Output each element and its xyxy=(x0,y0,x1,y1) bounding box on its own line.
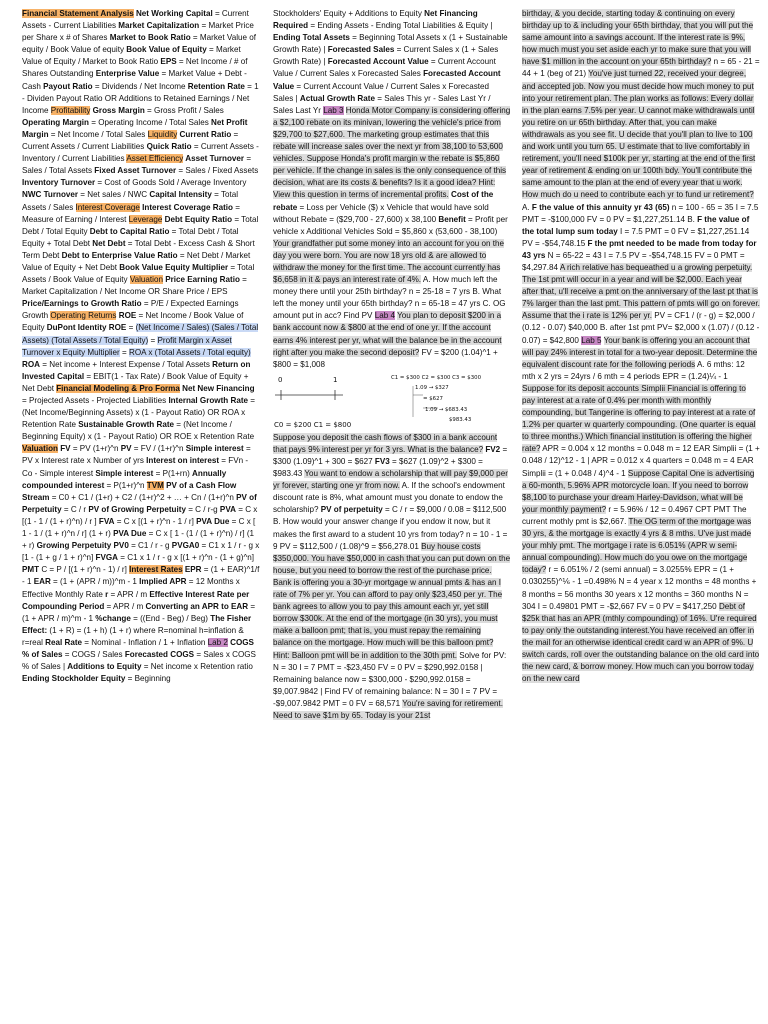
term-label: DuPont Identity ROE xyxy=(46,323,127,333)
body-text: = Current Assets - Current Liabilities xyxy=(22,9,249,31)
body-text: = (1 + (APR / m))^m - 1 xyxy=(50,577,140,587)
term-label: PVGA0 xyxy=(171,541,200,551)
term-label: Ending Total Assets xyxy=(273,33,350,43)
term-label: Growing Perpetuity PV0 xyxy=(36,541,129,551)
section-heading: TVM xyxy=(146,480,164,490)
body-text: = (1 + EAR)^1/f - 1 xyxy=(22,565,260,587)
term-label: PV of Growing Perpetuity xyxy=(88,504,186,514)
section-heading: Liquidity xyxy=(147,129,178,139)
timeline-figure xyxy=(273,373,511,431)
problem-text: The OG term of the mortgage was 30 yrs, & the mortgage is exactly 4 yrs & 8 mths. U've just made your mhly pmt. The mortgage i rate is 6.051% (APR w semi-annual compounding). How much do you owe on the mortgage today? xyxy=(522,516,752,575)
body-text: = Loss per Vehicle ($) x Vehicle that would have sold without Rebate = ($29,700 - 27,600) x 38,100 xyxy=(273,202,489,224)
term-label: PV of a Cash Flow Stream xyxy=(22,480,237,502)
body-text: APR = 0.004 x 12 months = 0.048 m = 12 EAR Simplii = (1 + 0.048 / 12)^12 - 1 | APR = 0.012 x 4 quarters = 0.048 m = 4 EAR Simplii = (1 + 0.048 / 4)^4 - 1 xyxy=(522,444,760,478)
section-heading: Interest Coverage xyxy=(75,202,140,212)
body-text: = $300 (1.09)^1 + 300 = $627 xyxy=(273,444,508,466)
body-text: = Beginning Total Assets x (1 + Sustainable Growth Rate) | xyxy=(273,33,508,55)
section-heading: Valuation xyxy=(22,444,58,454)
column-text xyxy=(273,433,510,720)
term-label: NWC Turnover xyxy=(22,190,79,200)
problem-text: Suppose you deposit the cash flows of $300 in a bank account that pays 9% interest per yr for 3 yrs. What is the balance? xyxy=(273,432,498,454)
term-label: FVA xyxy=(98,516,115,526)
section-heading: Financial Statement Analysis xyxy=(22,9,134,18)
section-heading: Valuation xyxy=(129,275,163,285)
body-text: = Current Assets - Inventory / Current Liabilities xyxy=(22,142,259,164)
term-label: Converting an APR to EAR xyxy=(145,601,249,611)
term-label: Ending Stockholder Equity xyxy=(22,674,126,684)
column-text xyxy=(22,9,259,683)
body-text: = FV / (1+r)^n xyxy=(131,444,186,454)
calc-cashflows-label: C1 = $300 C2 = $300 C3 = $300 xyxy=(391,374,481,381)
body-text: = Total Debt / Total Equity xyxy=(22,214,259,236)
body-text: = Net income + Interest Expense / Total Assets xyxy=(40,359,213,369)
body-text: = 12 Months x Effective Monthly Rate xyxy=(22,577,240,599)
body-text: = Sales This yr - Sales Last Yr / Sales Last Yr xyxy=(273,93,491,115)
body-text: C = P / [(1 + r)^n - 1) / r] xyxy=(39,565,130,575)
lab-label: Lab 4 xyxy=(374,311,395,321)
body-text: A. xyxy=(522,202,532,212)
section-heading: Operating Returns xyxy=(50,311,117,321)
body-text: = Net Income / Total Sales xyxy=(48,129,148,139)
body-text: = C / r-g xyxy=(185,504,220,514)
term-label: Real Rate xyxy=(45,637,83,647)
body-text: = xyxy=(119,347,129,357)
body-text: n = 100 - 65 = 35 I = 7.5 PMT = -$100,000 FV = 0 PV = $1,227,251.14 B. xyxy=(522,202,759,224)
term-label: Implied APR xyxy=(139,577,187,587)
term-label: Asset Turnover xyxy=(183,154,245,164)
term-label: Sustainable Growth Rate xyxy=(78,420,175,430)
body-text: n = 65 - 21 = 44 + 1 (beg of 21) xyxy=(522,57,760,79)
term-label: r xyxy=(105,589,109,599)
term-label: F the pmt needed to be made from today for 43 yrs xyxy=(522,238,757,260)
body-text: r = 6.051% / 2 (semi annual) = 3.0255% EPR = (1 + 0.030255)^⅙ - 1 =0.498% N = 4 year x 12 months = 48 months + 8 months = 56 months 30 years x 12 months = 360 months N = 304 I = 0.49801 PMT = -$2,667 FV = 0 PV = $417,250 xyxy=(522,565,757,611)
body-text: FV = $200 (1.04)^1 + $800 = $1,008 xyxy=(273,347,498,369)
body-text: = Beginning xyxy=(125,674,171,684)
term-label: The Fisher Effect: xyxy=(22,613,252,635)
term-label: PVA xyxy=(219,504,236,514)
term-label: Price/Earnings to Growth Ratio xyxy=(22,299,142,309)
body-text: = Net Income / # of Shares Outstanding xyxy=(22,57,248,79)
term-label: Retention Rate xyxy=(187,81,245,91)
term-label: Forecasted Account Value xyxy=(273,69,501,91)
body-text: PV = CF1 / (r - g) = $2,000 / (0.12 - 0.07) $40,000 B. after 1st pmt PV= $2,000 x (1.07) / (0.12 - 0.07) = $42,800 xyxy=(522,311,760,345)
body-text: = Cost of Goods Sold / Average Inventory xyxy=(95,178,247,188)
body-text: = Total Debt - Excess Cash & Short Term Debt xyxy=(22,238,255,260)
term-label: Book Value Equity Multiplier xyxy=(119,262,229,272)
term-label: Benefit xyxy=(438,214,466,224)
body-text: = APR / m xyxy=(108,589,150,599)
term-label: Cost of the rebate xyxy=(273,190,494,212)
problem-text: You're saving for retirement. Need to save $1m by 65. Today is your 21st xyxy=(273,698,503,720)
body-text: = (Net Income / Beginning Equity) x (1 - Payout Ratio) OR ROE x Retention Rate xyxy=(22,420,255,442)
lab-label: Lab 5 xyxy=(581,335,602,345)
body-text: A. If the school's endowment discount rate is 8%, what amount must you donate to endow the scholarship? xyxy=(273,481,505,515)
body-text: = Profit per vehicle x Additional Vehicles Sold = $5,860 x (53,600 - 38,100) xyxy=(273,214,508,236)
term-label: Annually compounded interest xyxy=(22,468,227,490)
body-text: = ((End - Beg) / Beg) xyxy=(130,613,211,623)
term-label: PMT xyxy=(22,565,40,575)
body-text: = C1 x 1 / r - g x [1 - (1 + g / 1 + r)^n] xyxy=(22,541,260,563)
body-text: r = 5.96% / 12 = 0.4967 CPT PMT The current mothly pmt is $2,667. xyxy=(522,504,747,526)
body-text: A. How much left the money there until your 25th birthday? n = 25-18 = 7 yrs B. What left the money until your 65th birthday? n = 65-18 = 47 yrs C. OG amount put in acc? Find PV xyxy=(273,275,506,321)
column-problems xyxy=(522,8,760,1020)
section-heading: Asset Efficiency xyxy=(126,154,184,164)
problem-text: Buy house costs $350,000. You have $50,000 in cash that you can put down on the house, but you need to borrow the rest of the purchase price. Bank is offering you a 30-yr mortgage w annual pmts & has an I rate of 7% per yr. You can afford to pay only $23,450 per yr. The bank agrees to allow you to pay this amount each yr, yet still borrow $300k. At the end of the mortgage (in 30 yrs), you must make a balloon pmt; that is, you must repay the remaining balance on the mortgage. How much will be this balloon pmt? Hint: Balloon pmt will be in addition to the 30th pmt. xyxy=(273,541,511,660)
term-label: Debt Equity Ratio xyxy=(162,214,233,224)
term-label: EPS xyxy=(160,57,177,67)
calc-step-1: 1.09 → $327 xyxy=(415,384,449,391)
term-label: COGS % of Sales xyxy=(22,637,254,659)
body-text: = Market Value + Debt - Cash xyxy=(22,69,247,91)
calc-step-3: 1.09 → $683.43 xyxy=(425,406,468,413)
term-label: PVA Due xyxy=(196,516,230,526)
term-label: Market Capitalization xyxy=(118,21,200,31)
body-text: = C / r = $9,000 / 0.08 = $112,500 B. How would your answer change if you endow it now, but it makes the first award to a student 10 yrs from today? n = 10 - 1 = 9 PV = $112,500 / (1.08)^9 = $56,278.01 xyxy=(273,505,508,551)
body-text: = Current Assets / Current Liabilities xyxy=(22,129,239,152)
term-label: Gross Margin xyxy=(90,105,145,115)
body-text: A. 6 mths: 12 mth x 2 yrs = 24yrs / 6 mth = 4 periods EPR = (1.24)¼ - 1 xyxy=(522,359,745,381)
body-text: I = 7.5 PMT = 0 FV = $1,227,251.14 PV = -$54,748.15 xyxy=(522,226,750,248)
term-label: %change xyxy=(95,613,131,623)
problem-text: Honda Motor Company is considering offering a $2,100 rebate on its minivan, lowering the vehicle's price from $29,700 to $27,600. The marketing group estimates that this rebate will increase sales over the next yr from 38,100 to 53,600 vehicles. Suppose Honda's profit margin w the rebate is $5,860 per vehicle. If the change in sales is the only consequence of this decision, what are its costs & benefits? Is it a good idea? Hint: View this question in terms of incremental profits. xyxy=(273,105,511,200)
body-text: = (1 + APR / m)^m - 1 xyxy=(22,601,256,623)
section-heading: Leverage xyxy=(128,214,163,224)
problem-text: You plan to deposit $200 in a bank account now & $800 at the end of one yr. If the account earns 4% interest per yr, what will the balance be in the account right after you make the second deposit? xyxy=(273,311,502,357)
term-label: Interest on interest xyxy=(146,456,220,466)
body-text: = Projected Assets - Projected Liabilities xyxy=(22,396,169,405)
formula-highlight: (Net Income / Sales) (Sales / Total Assets) (Total Assets / Total Equity) xyxy=(22,323,259,345)
body-text: = Net sales / NWC xyxy=(78,190,150,200)
body-text: = C x [ 1 - (1 / (1 + r)^n) / r] (1 + r) xyxy=(22,529,255,551)
body-text: = Net Income / Book Value of Equity xyxy=(22,311,244,333)
body-text: = EBIT(1 - Tax Rate) / Book Value of Equity + Net Debt xyxy=(22,371,249,393)
timeline-label-1: 1 xyxy=(333,375,338,384)
problem-text: Your grandfather put some money into an account for you on the day you were born. You are now 18 yrs old & are allowed to withdraw the money for the first time. The account currently has $6,658 in it & pays an interest rate of 4%. xyxy=(273,238,504,285)
column-text xyxy=(273,9,510,369)
body-text: (1 + R) = (1 + h) (1 + r) where R=nominal h=inflation & r=real xyxy=(22,625,244,647)
body-text: = xyxy=(126,323,136,333)
term-label: Simple interest xyxy=(185,444,244,454)
term-label: FV xyxy=(57,444,71,454)
problem-text: Suppose for its deposit accounts Simplii Financial is offering to pay interest at a rate of 0.4% per month with monthly compounding, but Tangerine is offering to pay interest at a rate of 1.2% per quarter w quarterly compounding. (One quarter is equal to three months.) Which financial institution is offering the higher rate? xyxy=(522,383,756,454)
term-label: Net Financing Required xyxy=(273,9,478,31)
term-label: F the value of the total lump sum today xyxy=(522,214,750,236)
term-label: Net New Financing xyxy=(179,383,255,393)
term-label: Return on Invested Capital xyxy=(22,359,251,381)
term-label: Forecasted Sales xyxy=(327,45,395,55)
term-label: EPR xyxy=(182,565,202,575)
term-label: Debt to Capital Ratio xyxy=(89,226,170,236)
term-label: FVGA xyxy=(95,553,119,563)
body-text: = P/E / Expected Earnings Growth xyxy=(22,299,239,321)
term-label: ROA xyxy=(22,359,40,369)
term-label: Payout Ratio xyxy=(43,81,93,91)
body-text: = 1 - Dividen Payout Ratio OR Additions to Retained Earnings / Net Income xyxy=(22,81,259,115)
term-label: Forecasted Account Value xyxy=(327,57,429,67)
problem-text: You want to endow a scholarship that will pay $9,000 per yr forever, starting one yr from now. xyxy=(273,469,508,491)
body-text: = Market Value of Equity / Market to Book Ratio xyxy=(22,45,241,67)
term-label: Simple interest xyxy=(95,468,154,478)
body-text: = Net income x Retention ratio xyxy=(141,662,253,672)
body-text: = C0 + C1 / (1+r) + C2 / (1+r)^2 + … + Cn / (1+r)^n xyxy=(49,492,237,502)
body-text: = (Net Income/Beginning Assets) x (1 - Payout Ratio) OR ROA x Retention Rate xyxy=(22,396,256,430)
section-heading: Profitability xyxy=(50,105,91,115)
body-text: = C x [ 1 - 1 / (1 + r)^n / r] (1 + r) xyxy=(22,516,256,539)
body-text: = P(1+r)^n xyxy=(104,480,147,490)
term-label: EAR xyxy=(33,577,51,587)
timeline-cashflows-label: C0 = $200 C1 = $800 xyxy=(274,420,352,429)
body-text: = COGS / Sales xyxy=(62,649,125,659)
term-label: Quick Ratio xyxy=(146,142,192,152)
column-text xyxy=(522,9,760,683)
term-label: Book Value of Equity xyxy=(126,45,207,55)
body-text: = Operating Income / Total Sales xyxy=(89,117,212,127)
term-label: Fixed Asset Turnover xyxy=(94,166,177,176)
term-label: Interest Coverage Ratio xyxy=(139,202,233,212)
body-text: = Measure of Earning / Interest xyxy=(22,202,240,224)
body-text: = Ending Assets - Ending Total Liabilities & Equity | xyxy=(308,21,493,31)
term-label: Actual Growth Rate xyxy=(299,93,375,103)
term-label: Inventory Turnover xyxy=(22,178,96,188)
body-text: = xyxy=(148,335,158,345)
problem-text: A rich relative has bequeathed u a growing perpetuity. The 1st pmt will occur in a year and will be $2,000. Each year after that, u'll receive a pmt on the anniversary of the last pt that is 7% larger than the last pmt. This pattern of pmts will go on forever. Assume that the i rate is 12% per yr. xyxy=(522,262,760,321)
body-text: = Current Account Value / Current Sales x Forecasted Sales | xyxy=(273,81,490,103)
calc-result: $983.43 xyxy=(449,416,472,423)
term-label: PV of perpetuity xyxy=(320,505,383,515)
body-text: = P(1+rn) xyxy=(153,468,193,478)
term-label: Price Earning Ratio xyxy=(162,275,240,285)
section-heading: Financial Modeling & Pro Forma xyxy=(56,383,180,393)
formula-highlight: Profit Margin x Asset Turnover x Equity Multiplier xyxy=(22,335,232,357)
term-label: ROE xyxy=(116,311,137,321)
body-text: = Sales x COGS % of Sales | xyxy=(22,649,256,672)
problem-text: Debt of $25k that has an APR (mthly compounding) of 16%. U're required to pay only the outstanding interest.You have received an offer in the mail for an otherwise identical credit card w an APR of 9%. U switch cards, roll over the outstanding balance on the old card into the new card, & borrow money. How much can you borrow today on the new card xyxy=(522,601,760,684)
calc-step-2: = $627 xyxy=(423,395,443,402)
term-label: Net Profit Margin xyxy=(22,117,248,139)
body-text: = Market Price per Share x # of Shares xyxy=(22,21,254,43)
problem-text: birthday, & you decide, starting today & continuing on every birthday up to & including your 65th birthday, that you will put the same amount into a savings account. If the interest rate is 9%, how much must you set aside each yr to make sure that you will have $1 million in the account on your 65th birthday? xyxy=(522,9,754,67)
term-label: Net Working Capital xyxy=(133,9,213,18)
body-text: = Current Sales x (1 + Sales Growth Rate) | xyxy=(273,45,499,67)
body-text: = Total Assets / Sales xyxy=(22,190,239,212)
body-text: = FVn - Co - Simple interest xyxy=(22,456,249,478)
body-text: = Market Value of equity / Book Value of equity xyxy=(22,33,256,55)
term-label: FV3 xyxy=(374,457,390,466)
term-label: Capital Intensity xyxy=(149,190,212,200)
body-text: = Gross Profit / Sales xyxy=(144,105,224,115)
problem-text: Suppose Capital One is advertising a 60-month, 5.96% APR motorcycle loan. If you need to borrow $8,100 to purchase your dream Harley-Davidson, what will be your monthly payment? xyxy=(522,468,755,514)
body-text: = Market Capitalization / Net Income OR Share Price / EPS xyxy=(22,275,247,297)
term-label: FV2 xyxy=(485,444,501,454)
body-text: = PV (1+r)^n xyxy=(70,444,121,454)
body-text: = PV x Interest rate x Number of yrs xyxy=(22,444,251,466)
term-label: Net Debt xyxy=(92,238,126,248)
term-label: Internal Growth Rate xyxy=(168,396,249,405)
body-text: = C1 / r - g xyxy=(128,541,172,551)
body-text: = C x [(1 + r)^n - 1 / r] xyxy=(114,516,197,526)
term-label: F the value of this annuity yr 43 (65) xyxy=(531,202,670,212)
lab-label: Lab 3 xyxy=(323,105,344,115)
body-text: = Net Debt / Market Value of Equity + Net Debt xyxy=(22,250,251,272)
body-text: = C1 x 1 / r - g x [(1 + r)^n - (1 + g)^n] xyxy=(118,553,255,563)
lab-label: Lab 2 xyxy=(207,637,228,647)
column-labs xyxy=(273,8,511,1020)
problem-text: You've just turned 22, received your degree, and accepted job. Now you must decide how much money to put into your retirement plan. The plan works as follows: Every dollar in the plan earns 7.5% per year. U cannot make withdrawals until you retire on ur 65th birthday. After that, you can make withdrawals as you see fit. U decide that you'll plan to live to 100 and work until you turn 65. U estimate that to live comfortably in retirement, you'll need $100k per yr, starting at the end of the first year of retirement & ending on ur 100th bdy. You'll contribute the same amount to the plan at the end of every year that u work. How much do u need to contribute each yr to fund ur retirement? xyxy=(522,69,756,200)
formula-highlight: ROA x (Total Assets / Total equity) xyxy=(129,347,251,357)
term-label: Effective Interest Rate per Compounding Period xyxy=(22,589,250,611)
term-label: PVA Due xyxy=(113,529,147,539)
body-text: = C / r xyxy=(61,504,89,514)
term-label: Debt to Enterprise Value Ratio xyxy=(61,250,178,260)
body-text: = Total Assets / Book Value of Equity xyxy=(22,262,255,285)
body-text: Solve for PV: N = 30 I = 7 PMT = -$23,450 FV = 0 PV = $290,992.0158 | Remaining balance now = $300,000 - $290,992.0158 = $9,007.9842 | Find FV of remaining balance: N = 30 I = 7 PV = -$9,007.9842 PMT = 0 FV = 68,571 xyxy=(273,650,507,708)
body-text: = APR / m xyxy=(104,601,146,611)
body-text: = Sales / Fixed Assets xyxy=(176,166,259,176)
term-label: PV xyxy=(120,444,132,454)
body-text: = Total Debt / Total Equity + Total Debt xyxy=(22,226,239,248)
body-text: Stockholders' Equity + Additions to Equity xyxy=(273,9,425,18)
term-label: Current Ratio xyxy=(177,129,232,139)
body-text: = Current Account Value / Current Sales x Forecasted Sales xyxy=(273,57,496,79)
term-label: Enterprise Value xyxy=(95,69,160,79)
column-formulas xyxy=(22,8,260,1020)
body-text: = Nominal - Inflation / 1 + Inflation xyxy=(82,637,208,647)
body-text: = C x [(1 - 1 / (1 + r)^n) / r ] xyxy=(22,504,258,526)
term-label: Forecasted COGS xyxy=(124,649,195,659)
body-text: = Dividends / Net Income xyxy=(92,81,188,91)
body-text: = Sales / Total Assets xyxy=(22,154,252,176)
term-label: PV of Perpetuity xyxy=(22,492,257,514)
problem-text: Your bank is offering you an account that will pay 24% interest in total for a two-year deposit. Determine the equivalent discount rate for the following periods xyxy=(522,335,758,369)
term-label: Operating Margin xyxy=(22,117,90,127)
term-label: Additions to Equity xyxy=(67,662,142,672)
timeline-label-0: 0 xyxy=(278,375,283,384)
term-label: Market to Book Ratio xyxy=(109,33,191,43)
section-heading: Interest Rates xyxy=(129,565,183,575)
body-text: N = 65-22 = 43 I = 7.5 PV = -$54,748.15 FV = 0 PMT = $4,297.84 xyxy=(522,250,745,272)
body-text: = $627 (1.09)^2 + $300 = $983.43 xyxy=(273,457,483,479)
